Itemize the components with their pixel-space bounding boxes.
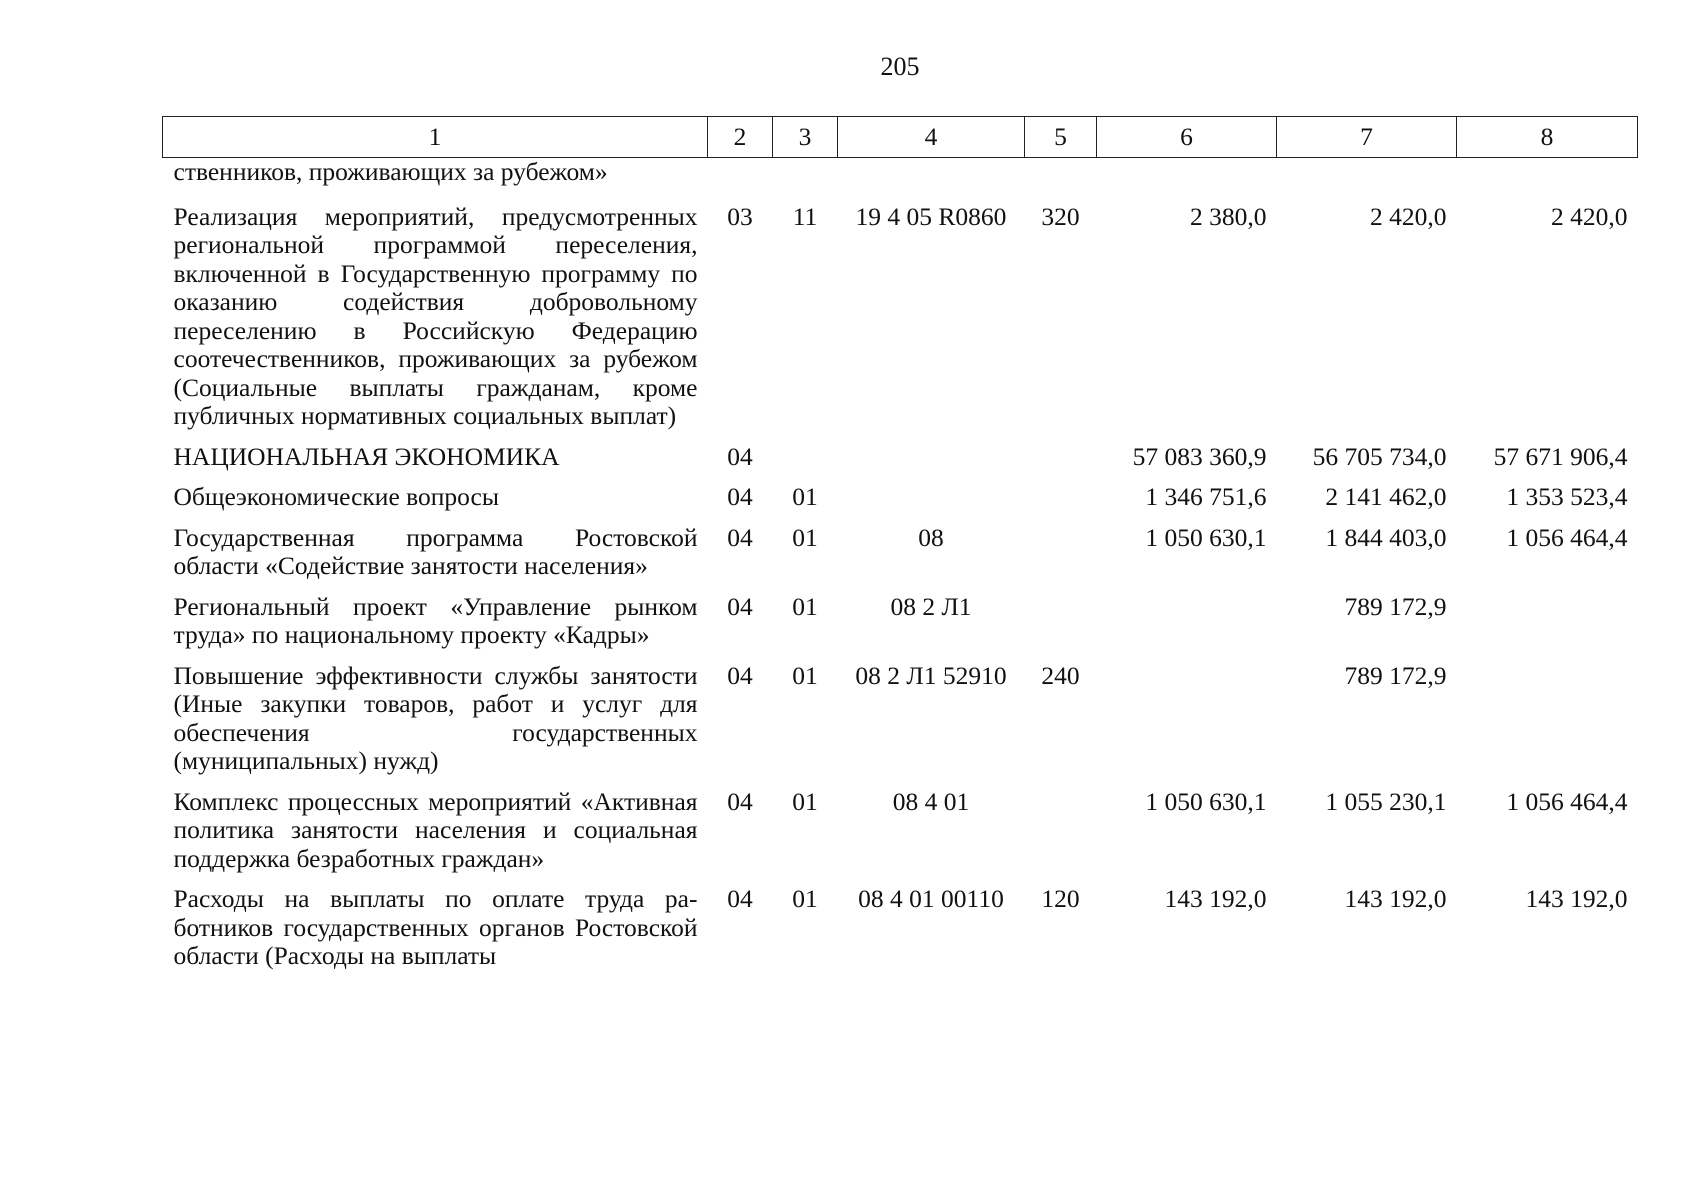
header-col-6: 6	[1097, 117, 1277, 158]
cell-c6: 1 050 630,1	[1145, 786, 1267, 816]
cell-c7: 2 141 462,0	[1325, 482, 1447, 511]
cell-c8: 1 056 464,4	[1506, 522, 1628, 552]
table-row	[163, 788, 1638, 886]
header-col-4: 4	[838, 117, 1025, 158]
cell-c7: 1 055 230,1	[1325, 786, 1447, 816]
cell-c2: 04	[727, 786, 753, 816]
cell-c2: 04	[727, 441, 753, 471]
cell-c6: 2 380,0	[1190, 201, 1267, 231]
cell-c7: 1 844 403,0	[1325, 522, 1447, 552]
cell-c2: 04	[727, 884, 753, 913]
table-row	[163, 158, 1638, 203]
cell-c3	[773, 443, 838, 484]
cell-c7: 789 172,9	[1344, 660, 1447, 690]
cell-c8: 143 192,0	[1525, 884, 1628, 913]
table-row	[163, 662, 1638, 788]
cell-c5	[1025, 443, 1097, 484]
cell-c2: 04	[727, 591, 753, 621]
cell-c4	[838, 483, 1025, 524]
header-col-8: 8	[1457, 117, 1638, 158]
cell-c4: 08 2 Л1	[890, 591, 972, 621]
cell-c6	[1097, 158, 1277, 203]
table-row	[163, 593, 1638, 662]
cell-c4	[838, 443, 1025, 484]
budget-table	[162, 116, 1638, 983]
cell-c7: 2 420,0	[1370, 201, 1447, 231]
table-row	[163, 203, 1638, 443]
header-row	[163, 117, 1638, 158]
cell-c6	[1097, 662, 1277, 788]
row-name: Общеэкономические вопросы	[173, 482, 499, 511]
cell-c3: 11	[792, 201, 818, 231]
cell-c5	[1025, 593, 1097, 662]
cell-c8: 57 671 906,4	[1493, 441, 1628, 471]
cell-c5: 120	[1041, 884, 1080, 913]
cell-c8	[1457, 593, 1638, 662]
cell-c7: 143 192,0	[1344, 884, 1447, 913]
row-name: Повышение эффективности службы занятости (Иные закупки товаров, работ и услуг для обеспечения государственных (муниципальных) нужд)	[173, 660, 698, 775]
cell-c5	[1025, 158, 1097, 203]
header-col-7: 7	[1277, 117, 1457, 158]
cell-c2: 04	[727, 522, 753, 552]
header-col-3: 3	[773, 117, 838, 158]
cell-c6: 143 192,0	[1164, 884, 1267, 913]
cell-c3: 01	[792, 660, 818, 690]
cell-c4: 08 2 Л1 52910	[855, 660, 1007, 690]
table-row	[163, 483, 1638, 524]
cell-c3: 01	[792, 522, 818, 552]
row-name: ственников, проживающих за рубежом»	[173, 157, 608, 186]
cell-c8: 2 420,0	[1551, 201, 1628, 231]
cell-c7: 789 172,9	[1344, 591, 1447, 621]
cell-c6: 1 346 751,6	[1145, 482, 1267, 511]
cell-c2: 03	[727, 201, 753, 231]
header-col-5: 5	[1025, 117, 1097, 158]
row-name: Региональный проект «Управление рынком труда» по национальному проекту «Кадры»	[173, 591, 698, 649]
cell-c3: 01	[792, 884, 818, 913]
cell-c2: 04	[727, 482, 753, 511]
cell-c8: 1 056 464,4	[1506, 786, 1628, 816]
cell-c8	[1457, 158, 1638, 203]
cell-c6: 1 050 630,1	[1145, 522, 1267, 552]
cell-c4	[838, 158, 1025, 203]
cell-c3: 01	[792, 786, 818, 816]
cell-c5	[1025, 788, 1097, 886]
table-row	[163, 885, 1638, 983]
cell-c5: 240	[1041, 660, 1080, 690]
cell-c3: 01	[792, 482, 818, 511]
cell-c2	[708, 158, 773, 203]
cell-c5: 320	[1041, 201, 1080, 231]
cell-c8	[1457, 662, 1638, 788]
row-name: Комплекс процессных мероприятий «Активная политика занятости населения и социальная поддержка безработных граждан»	[173, 786, 698, 873]
cell-c4: 08 4 01 00110	[858, 884, 1004, 913]
cell-c4: 08	[918, 522, 944, 552]
row-name: Государственная программа Ростовской области «Содействие занятости населения»	[173, 522, 698, 580]
cell-c5	[1025, 483, 1097, 524]
row-name: НАЦИОНАЛЬНАЯ ЭКОНОМИКА	[173, 441, 560, 471]
cell-c5	[1025, 524, 1097, 593]
cell-c8: 1 353 523,4	[1506, 482, 1628, 511]
cell-c4: 19 4 05 R0860	[855, 201, 1007, 231]
cell-c3	[773, 158, 838, 203]
cell-c2: 04	[727, 660, 753, 690]
cell-c6	[1097, 593, 1277, 662]
cell-c3: 01	[792, 591, 818, 621]
cell-c4: 08 4 01	[892, 786, 970, 816]
row-name: Расходы на выплаты по оплате труда работников государственных органов Ростовской области (Расходы на выплаты	[173, 884, 698, 970]
cell-c7: 56 705 734,0	[1312, 441, 1447, 471]
table-row	[163, 524, 1638, 593]
row-name: Реализация мероприятий, предусмотренных региональной программой переселения, включенной в Государственную программу по оказанию содействия добровольному переселению в Российскую Федерацию соотечественников, проживающих за рубежом (Социальные выплаты гражданам, кроме публичных нормативных социальных выплат)	[173, 201, 698, 430]
table-row	[163, 443, 1638, 484]
header-col-1: 1	[163, 117, 708, 158]
header-col-2: 2	[708, 117, 773, 158]
page-number: 205	[880, 52, 920, 81]
cell-c7	[1277, 158, 1457, 203]
cell-c6: 57 083 360,9	[1132, 441, 1267, 471]
